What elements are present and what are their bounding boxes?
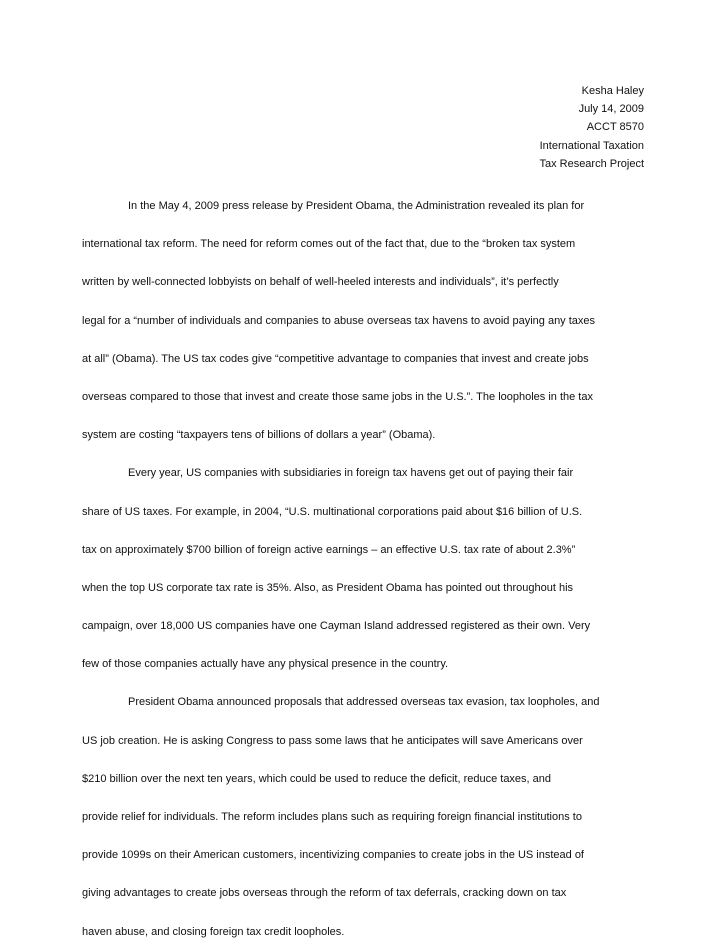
document-date: July 14, 2009 (578, 103, 644, 116)
paragraph-line: share of US taxes. For example, in 2004, “U.S. multinational corporations paid about $16 billion of U.S. (82, 505, 583, 518)
paragraph-line: when the top US corporate tax rate is 35%. Also, as President Obama has pointed out throughout his (82, 581, 574, 594)
project-title: Tax Research Project (539, 157, 644, 170)
paragraph-line: campaign, over 18,000 US companies have one Cayman Island addressed registered as their own. Very (82, 620, 591, 633)
paragraph-line: $210 billion over the next ten years, which could be used to reduce the deficit, reduce taxes, and (82, 772, 552, 785)
paragraph-line: US job creation. He is asking Congress to pass some laws that he anticipates will save Americans over (82, 734, 583, 747)
paragraph-line: overseas compared to those that invest and create those same jobs in the U.S.”. The loopholes in the tax (82, 390, 593, 403)
course-subject: International Taxation (539, 139, 644, 152)
course-code: ACCT 8570 (586, 121, 644, 134)
author-header-block (539, 82, 644, 173)
essay-body (82, 187, 646, 951)
author-name: Kesha Haley (581, 85, 644, 97)
paragraph-line: tax on approximately $700 billion of foreign active earnings – an effective U.S. tax rate of about 2.3%” (82, 543, 576, 556)
paragraph-line: at all” (Obama). The US tax codes give “competitive advantage to companies that invest and create jobs (82, 352, 589, 365)
paragraph-line: few of those companies actually have any physical presence in the country. (82, 658, 449, 671)
paragraph-line: In the May 4, 2009 press release by President Obama, the Administration revealed its plan for (128, 200, 585, 212)
paragraph-line: written by well-connected lobbyists on behalf of well-heeled interests and individuals”, it’s perfectly (82, 276, 559, 289)
paragraph-line: provide relief for individuals. The reform includes plans such as requiring foreign financial institutions to (82, 811, 582, 823)
paragraph-line: Every year, US companies with subsidiaries in foreign tax havens get out of paying their fair (128, 467, 574, 480)
paragraph-line: legal for a “number of individuals and companies to abuse overseas tax havens to avoid paying any taxes (82, 314, 596, 327)
paragraph-line: system are costing “taxpayers tens of billions of dollars a year” (Obama). (82, 429, 436, 442)
paragraph-line: President Obama announced proposals that addressed overseas tax evasion, tax loopholes, and (128, 696, 600, 709)
paragraph-line: giving advantages to create jobs overseas through the reform of tax deferrals, cracking down on tax (82, 887, 567, 900)
paragraph-line: provide 1099s on their American customers, incentivizing companies to create jobs in the US instead of (82, 849, 584, 862)
paragraph-line: haven abuse, and closing foreign tax credit loopholes. (82, 925, 345, 938)
paragraph-line: international tax reform. The need for reform comes out of the fact that, due to the “broken tax system (82, 238, 576, 251)
